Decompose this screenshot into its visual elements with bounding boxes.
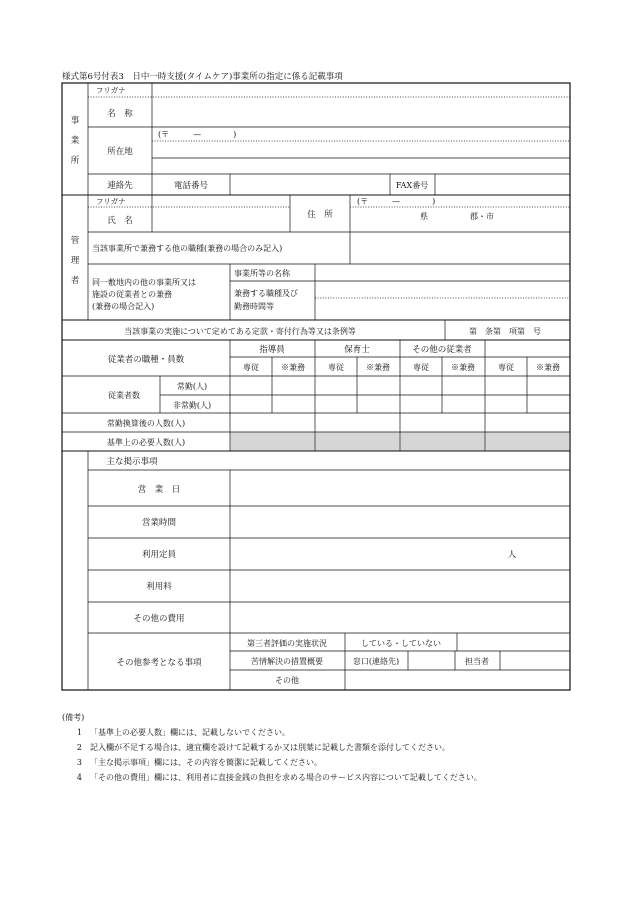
complaint-label: 苦情解決の措置概要 (251, 657, 323, 666)
staff-sub-fulltime: 専従 (498, 363, 514, 372)
shaded-cell (231, 433, 315, 451)
business-hours-label: 営業時間 (141, 518, 177, 528)
manager-job-hours-line2: 勤務時間等 (234, 302, 274, 311)
staff-column-childcare: 保育士 (344, 345, 370, 355)
note-number: 1 (76, 728, 82, 737)
note-text: 「基準上の必要人数」欄には、記載しないでください。 (90, 728, 290, 737)
manager-label-char: 理 (70, 256, 80, 266)
staff-sub-fulltime: 専従 (328, 363, 344, 372)
manager-label-char: 者 (70, 276, 80, 286)
staff-required-label: 基準上の必要人数(人) (106, 438, 186, 447)
office-fax-label: FAX番号 (395, 181, 429, 190)
manager-site-name-label: 事業所等の名称 (234, 269, 290, 278)
business-days-label: 営 業 日 (137, 485, 181, 495)
window-label: 窓口(連絡先) (352, 657, 400, 666)
manager-label-char: 管 (70, 236, 80, 246)
shaded-cell (486, 433, 570, 451)
capacity-label: 利用定員 (141, 550, 177, 560)
staff-sub-dual: ※兼務 (451, 363, 475, 372)
staff-parttime-label: 非常勤(人) (172, 401, 212, 410)
staff-column-instructor: 指導員 (259, 345, 285, 355)
staff-table (107, 344, 560, 447)
note-item (62, 755, 482, 770)
staff-fulltime-label: 常勤(人) (176, 382, 208, 391)
person-label: 担当者 (465, 657, 489, 666)
notes-section (62, 710, 482, 785)
articles-value: 第 条第 項第 号 (469, 327, 541, 336)
office-label-char: 事 (70, 116, 80, 126)
office-phone-label: 電話番号 (173, 181, 209, 191)
staff-column-other: その他の従業者 (412, 345, 472, 355)
shaded-cell (401, 433, 485, 451)
reference-label: その他参考となる事項 (116, 658, 202, 668)
office-contact-label: 連絡先 (107, 181, 133, 191)
staff-sub-fulltime: 専従 (413, 363, 429, 372)
other-label: その他 (275, 676, 299, 685)
third-party-label: 第三者評価の実施状況 (247, 639, 327, 648)
manager-other-site-line2: 施設の従業者との兼務 (92, 290, 172, 299)
other-costs-label: その他の費用 (133, 614, 185, 624)
manager-city-label: 郡・市 (470, 212, 494, 221)
manager-name-label: 氏 名 (107, 216, 133, 226)
office-postal-code: (〒 — ) (158, 130, 237, 139)
form-lines (62, 83, 570, 690)
manager-section (71, 197, 494, 311)
staff-sub-fulltime: 専従 (243, 363, 259, 372)
manager-job-hours-line1: 兼務する職種及び (234, 289, 298, 298)
staff-sub-dual: ※兼務 (281, 363, 305, 372)
note-text: 「主な掲示事項」欄には、その内容を簡潔に記載してください。 (90, 758, 322, 767)
fee-label: 利用料 (146, 582, 172, 592)
shaded-cell (316, 433, 400, 451)
office-section (71, 86, 428, 191)
form-title: 様式第6号付表3 日中一時支援(タイムケア)事業所の指定に係る記載事項 (62, 72, 343, 82)
manager-postal-code: (〒 — ) (357, 197, 436, 206)
note-number: 3 (76, 758, 82, 767)
office-label-char: 所 (70, 156, 80, 166)
note-number: 4 (76, 773, 82, 782)
capacity-unit: 人 (507, 550, 517, 560)
notes-header: (備考) (62, 713, 85, 722)
office-address-label: 所在地 (107, 147, 133, 157)
staff-sub-dual: ※兼務 (536, 363, 560, 372)
note-item (62, 725, 482, 740)
note-text: 「その他の費用」欄には、利用者に直接金銭の負担を求める場合のサービス内容について記載してください。 (90, 773, 482, 782)
staff-fte-label: 常勤換算後の人数(人) (106, 419, 186, 428)
staff-sub-dual: ※兼務 (366, 363, 390, 372)
note-number: 2 (76, 743, 82, 752)
note-item (62, 740, 482, 755)
articles-label: 当該事業の実施について定めてある定款・寄付行為等又は条例等 (124, 327, 356, 336)
note-text: 記入欄が不足する場合は、適宜欄を設けて記載するか又は別葉に記載した書類を添付してください。 (90, 743, 450, 752)
third-party-value: している・していない (361, 639, 441, 648)
office-furigana-label: フリガナ (96, 86, 126, 95)
display-header: 主な掲示事項 (106, 457, 158, 467)
staff-count-label: 従業者数 (108, 391, 140, 400)
manager-other-site-line3: (兼務の場合記入) (92, 302, 155, 311)
manager-prefecture-label: 県 (420, 212, 428, 221)
manager-furigana-label: フリガナ (96, 197, 126, 206)
articles-row (124, 326, 541, 336)
staff-header: 従業者の職種・員数 (107, 355, 185, 365)
note-item (62, 770, 482, 785)
manager-residence-label: 住 所 (307, 210, 333, 220)
manager-concurrent-job-label: 当該事業所で兼務する他の職種(兼務の場合のみ記入) (92, 244, 283, 253)
office-label-char: 業 (70, 136, 80, 146)
office-name-label: 名 称 (107, 109, 133, 119)
manager-other-site-line1: 同一敷地内の他の事業所又は (92, 278, 196, 287)
